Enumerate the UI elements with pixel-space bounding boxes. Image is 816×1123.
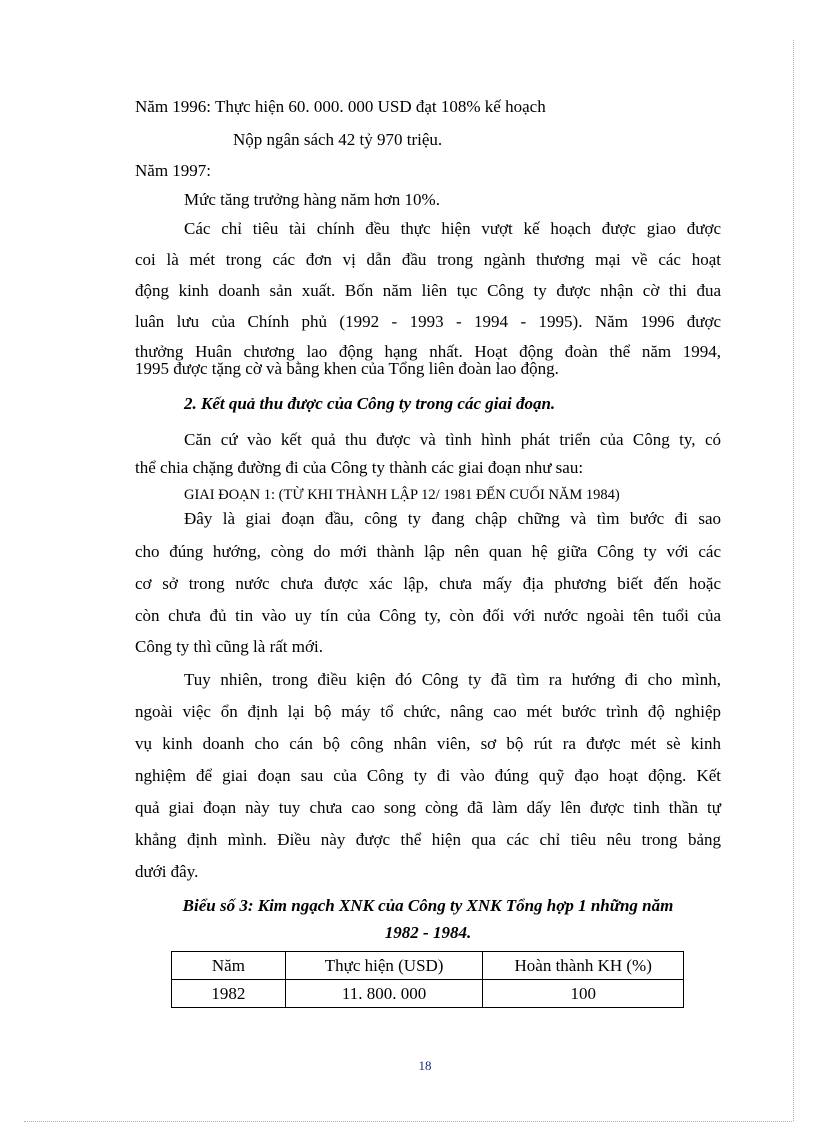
text-line: Năm 1996: Thực hiện 60. 000. 000 USD đạt 108% kế hoạch	[135, 97, 546, 116]
column-header: Năm	[172, 952, 286, 980]
table-cell: 100	[483, 980, 684, 1008]
paragraph-line: còn chưa đủ tin vào uy tín của Công ty, còn đối với nước ngoài tên tuổi của	[135, 606, 721, 625]
text-line: Năm 1997:	[135, 161, 212, 180]
table-header-row	[172, 952, 684, 980]
paragraph-line: quả giai đoạn này tuy chưa cao song còng đã làm dấy lên được tinh thần tự	[135, 798, 721, 817]
paragraph-line: Các chỉ tiêu tài chính đều thực hiện vượt kế hoạch được giao được	[184, 219, 721, 238]
paragraph-line: vụ kinh doanh cho cán bộ công nhân viên, sơ bộ rút ra được mét sè kinh	[135, 734, 721, 753]
paragraph-line: thể chia chặng đường đi của Công ty thành các giai đoạn như sau:	[135, 458, 584, 477]
paragraph-line: dưới đây.	[135, 862, 199, 881]
paragraph-line: Căn cứ vào kết quả thu được và tình hình phát triển của Công ty, có	[184, 430, 721, 449]
paragraph-line: khẳng định mình. Điều này được thể hiện qua các chỉ tiêu nêu trong bảng	[135, 830, 721, 849]
table-caption-years: 1982 - 1984.	[384, 923, 472, 942]
text-line: Nộp ngân sách 42 tỷ 970 triệu.	[233, 130, 443, 149]
paragraph-line: luân lưu của Chính phủ (1992 - 1993 - 1994 - 1995). Năm 1996 được	[135, 312, 721, 331]
import-export-table	[171, 951, 684, 1008]
stage-heading: GIAI ĐOẠN 1: (TỪ KHI THÀNH LẬP 12/ 1981 ĐẾN CUỐI NĂM 1984)	[184, 487, 620, 503]
paragraph-line: cơ sở trong nước chưa được xác lập, chưa mấy địa phương biết đến hoặc	[135, 574, 721, 593]
column-header: Hoàn thành KH (%)	[483, 952, 684, 980]
page-number: 18	[418, 1058, 432, 1073]
page-border-bottom	[24, 1121, 792, 1122]
paragraph-line: động kinh doanh sản xuất. Bốn năm liên tục Công ty được nhận cờ thi đua	[135, 281, 721, 300]
paragraph-line: thưởng Huân chương lao động hạng nhất. Hoạt động đoàn thể năm 1994,	[135, 342, 721, 361]
page-border-right	[793, 40, 794, 1121]
paragraph-line: Tuy nhiên, trong điều kiện đó Công ty đã tìm ra hướng đi cho mình,	[184, 670, 721, 689]
paragraph-line: ngoài việc ổn định lại bộ máy tổ chức, nâng cao mét bước trình độ nghiệp	[135, 702, 721, 721]
table-cell: 1982	[172, 980, 286, 1008]
column-header: Thực hiện (USD)	[285, 952, 483, 980]
table-cell: 11. 800. 000	[285, 980, 483, 1008]
table-caption: Biểu số 3: Kim ngạch XNK của Công ty XNK Tổng hợp 1 những năm	[182, 896, 674, 915]
paragraph-line: cho đúng hướng, còng do mới thành lập nên quan hệ giữa Công ty với các	[135, 542, 721, 561]
paragraph-line: coi là mét trong các đơn vị dẫn đầu trong ngành thương mại về các hoạt	[135, 250, 721, 269]
section-heading: 2. Kết quả thu được của Công ty trong các giai đoạn.	[184, 394, 556, 413]
paragraph-line: 1995 được tặng cờ và bằng khen của Tổng liên đoàn lao động.	[135, 359, 559, 378]
table-row	[172, 980, 684, 1008]
paragraph-line: Công ty thì cũng là rất mới.	[135, 637, 323, 656]
text-line: Mức tăng trưởng hàng năm hơn 10%.	[184, 190, 440, 209]
paragraph-line: nghiệm để giai đoạn sau của Công ty đi vào đúng quỹ đạo hoạt động. Kết	[135, 766, 721, 785]
paragraph-line: Đây là giai đoạn đầu, công ty đang chập chững và tìm bước đi sao	[184, 509, 721, 528]
